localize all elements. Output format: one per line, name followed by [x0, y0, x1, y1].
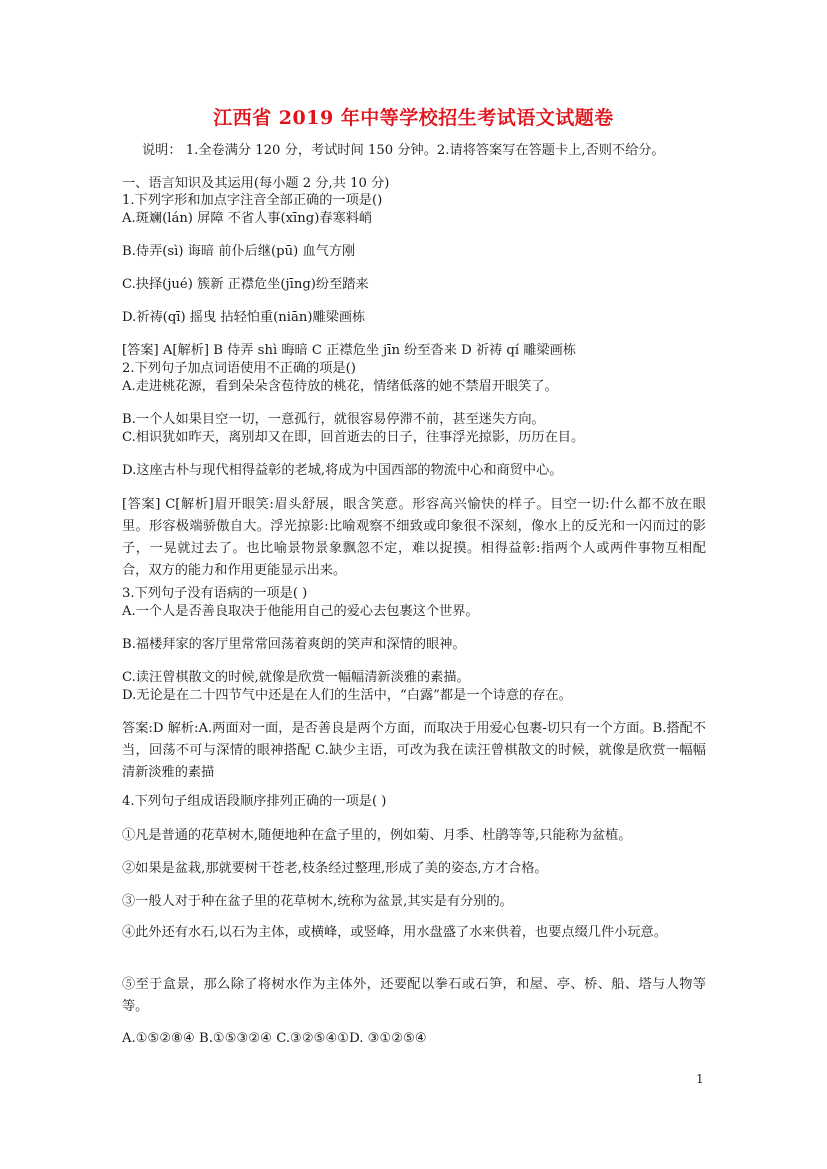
question-1-option-a: A.斑斓(lán) 屏障 不省人事(xīng)春寒料峭 [122, 211, 373, 226]
section-heading: 一、语言知识及其运用(每小题 2 分,共 10 分) [122, 176, 390, 191]
question-3-option-b: B.福楼拜家的客厅里常常回荡着爽朗的笑声和深情的眼神。 [122, 637, 466, 652]
question-2-option-c: C.相识犹如昨天，离别却又在即，回首逝去的日子，往事浮光掠影，历历在目。 [122, 430, 585, 445]
question-4-sentence-1: ①凡是普通的花草树木,随便地种在盒子里的，例如菊、月季、杜鹃等等,只能称为盆植。 [122, 828, 632, 843]
question-3-option-c: C.读汪曾棋散文的时候,就像是欣赏一幅幅清新淡雅的素描。 [122, 670, 470, 685]
question-1-option-b: B.侍弄(sì) 诲暗 前仆后继(pū) 血气方刚 [122, 244, 356, 259]
question-4-options: A.①⑤②⑧④ B.①⑤③②④ C.③②⑤④①D. ③①②⑤④ [122, 1031, 427, 1046]
question-3-stem: 3.下列句子没有语病的一项是( ) [122, 586, 308, 601]
question-2-answer: [答案] C[解析]眉开眼笑:眉头舒展，眼含笑意。形容高兴愉快的样子。目空一切:什么都不放在眼里。形容极端骄傲自大。浮光掠影:比喻观察不细致或印象很不深刻，像水上的反光和一闪而过的影子，一晃就过去了。也比喻景物景象飘忽不定，难以捉摸。相得益彰:指两个人或两件事物互相配合，双方的能力和作用更能显示出来。 [122, 497, 706, 578]
page-number: 1 [696, 1072, 704, 1086]
question-3-option-a: A.一个人是否善良取决于他能用自己的爱心去包裹这个世界。 [122, 604, 479, 619]
question-2-option-d: D.这座古朴与现代相得益彰的老城,将成为中国西部的物流中心和商贸中心。 [122, 463, 563, 478]
question-3-option-d: D.无论是在二十四节气中还是在人们的生活中，“白露”都是一个诗意的存在。 [122, 688, 572, 703]
question-1-option-c: C.抉择(jué) 簇新 正襟危坐(jīng)纷至踏来 [122, 277, 369, 292]
question-1-answer: [答案] A[解析] B 侍弄 shì 晦暗 C 正襟危坐 jīn 纷至沓来 D 祈祷 qí 雕梁画栋 [122, 343, 577, 358]
question-4-sentence-5: ⑤至于盒景，那么除了将树水作为主体外，还要配以拳石或石笋，和屋、亭、桥、船、塔与人物等等。 [122, 977, 706, 1014]
question-4-sentence-2: ②如果是盆栽,那就要树干苍老,枝条经过整理,形成了美的姿态,方才合格。 [122, 861, 548, 876]
question-1-stem: 1.下列字形和加点字注音全部正确的一项是() [122, 193, 383, 208]
question-2-option-a: A.走进桃花源，看到朵朵含苞待放的桃花，情绪低落的她不禁眉开眼笑了。 [122, 379, 558, 394]
question-2-option-b: B.一个人如果目空一切，一意孤行，就很容易停滞不前，甚至迷失方向。 [122, 412, 545, 427]
page-title: 江西省 2019 年中等学校招生考试语文试题卷 [213, 107, 614, 129]
question-4-sentence-3: ③一般人对于种在盆子里的花草树木,统称为盆景,其实是有分别的。 [122, 894, 513, 909]
question-1-option-d: D.祈祷(qī) 摇曳 拈轻怕重(niān)雕梁画栋 [122, 310, 366, 325]
question-4-stem: 4.下列句子组成语段顺序排列正确的一项是( ) [122, 794, 387, 809]
question-2-stem: 2.下列句子加点词语使用不正确的项是() [122, 361, 356, 376]
question-4-sentence-4: ④此外还有水石,以石为主体，或横峰，或竖峰，用水盘盛了水来供着，也要点缀几件小玩意。 [122, 925, 667, 940]
question-3-answer: 答案:D 解析:A.两面对一面，是否善良是两个方面，而取决于用爱心包裹-切只有一个方面。B.搭配不当，回荡不可与深情的眼神搭配 C.缺少主语，可改为我在读汪曾棋散文的时候，就像是欣赏一幅幅清新淡雅的素描 [122, 721, 706, 780]
instructions-note: 说明： 1.全卷满分 120 分，考试时间 150 分钟。2.请将答案写在答题卡上,否则不给分。 [142, 143, 665, 158]
